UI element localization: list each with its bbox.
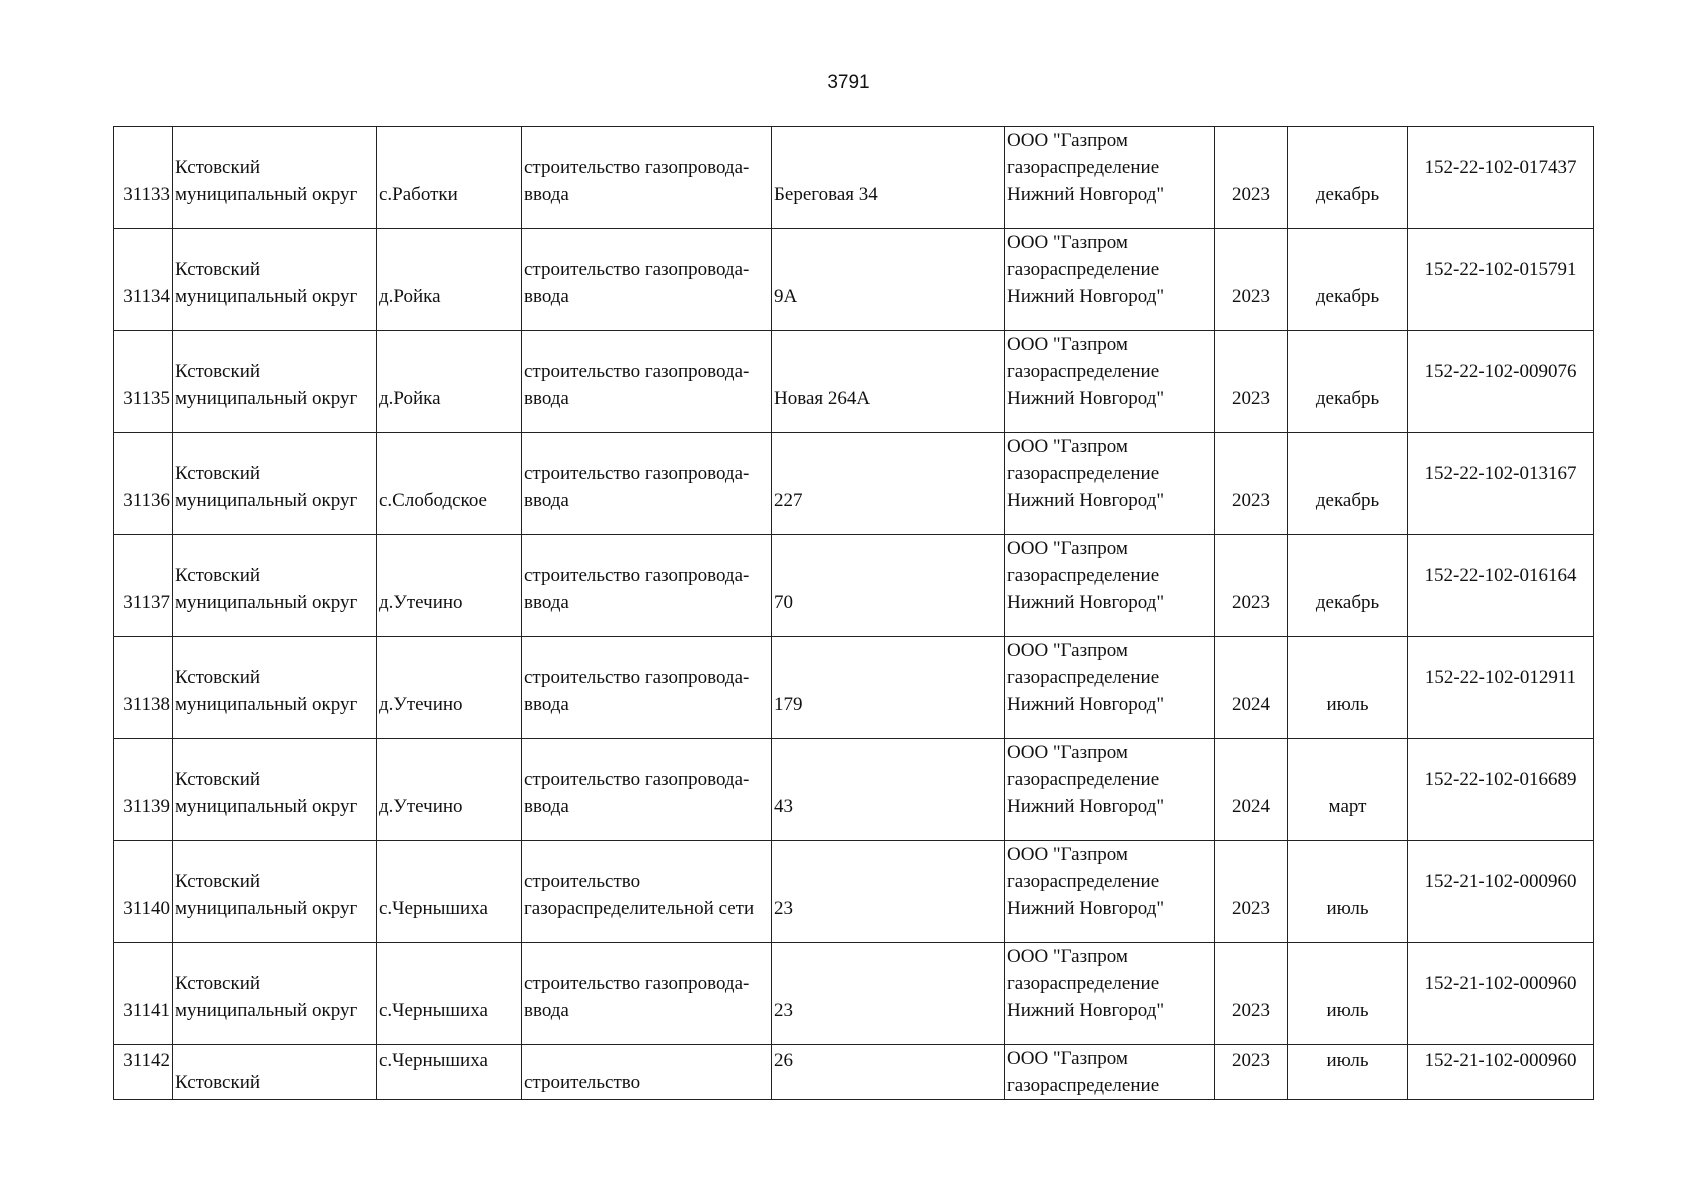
cell-locality: д.Утечино [377,535,522,637]
cell-code: 152-22-102-009076 [1408,331,1594,433]
cell-year: 2023 [1215,1045,1288,1100]
cell-year: 2023 [1215,943,1288,1045]
cell-organization: ООО "Газпром газораспределение Нижний Новгород" [1005,841,1215,943]
table-row [114,637,1594,739]
cell-work-type: строительство газопровода- ввода [522,331,772,433]
cell-month: декабрь [1288,229,1408,331]
table-row [114,433,1594,535]
cell-number: 31138 [114,637,173,739]
table-row [114,535,1594,637]
cell-address: 227 [772,433,1005,535]
cell-organization: ООО "Газпром газораспределение [1005,1045,1215,1100]
cell-address: 23 [772,943,1005,1045]
cell-work-type: строительство газораспределительной сети [522,841,772,943]
cell-year: 2023 [1215,331,1288,433]
cell-month: июль [1288,637,1408,739]
cell-address: 43 [772,739,1005,841]
cell-municipality: Кстовский муниципальный округ [173,433,377,535]
table-row [114,739,1594,841]
cell-locality: д.Утечино [377,739,522,841]
cell-year: 2023 [1215,841,1288,943]
table-body [114,127,1594,1100]
cell-code: 152-22-102-012911 [1408,637,1594,739]
cell-work-type: строительство газопровода- ввода [522,637,772,739]
cell-code: 152-22-102-015791 [1408,229,1594,331]
cell-number: 31136 [114,433,173,535]
cell-code: 152-21-102-000960 [1408,841,1594,943]
cell-organization: ООО "Газпром газораспределение Нижний Новгород" [1005,433,1215,535]
page-number: 3791 [827,72,870,93]
cell-organization: ООО "Газпром газораспределение Нижний Новгород" [1005,535,1215,637]
registry-table [113,126,1594,1100]
cell-municipality: Кстовский муниципальный округ [173,637,377,739]
table-row [114,331,1594,433]
cell-code: 152-21-102-000960 [1408,1045,1594,1100]
cell-work-type: строительство газопровода- ввода [522,943,772,1045]
cell-year: 2024 [1215,637,1288,739]
cell-code: 152-22-102-017437 [1408,127,1594,229]
cell-locality: с.Чернышиха [377,1045,522,1100]
cell-code: 152-22-102-016689 [1408,739,1594,841]
cell-municipality: Кстовский муниципальный округ [173,535,377,637]
cell-number: 31135 [114,331,173,433]
cell-number: 31137 [114,535,173,637]
cell-work-type: строительство газопровода- ввода [522,739,772,841]
cell-code: 152-22-102-013167 [1408,433,1594,535]
cell-organization: ООО "Газпром газораспределение Нижний Новгород" [1005,127,1215,229]
cell-organization: ООО "Газпром газораспределение Нижний Новгород" [1005,637,1215,739]
cell-number: 31134 [114,229,173,331]
cell-locality: с.Чернышиха [377,841,522,943]
cell-address: Новая 264А [772,331,1005,433]
cell-locality: д.Утечино [377,637,522,739]
cell-work-type: строительство газопровода- ввода [522,535,772,637]
cell-number: 31139 [114,739,173,841]
table-row [114,943,1594,1045]
cell-locality: д.Ройка [377,229,522,331]
cell-locality: с.Работки [377,127,522,229]
cell-work-type: строительство газопровода- ввода [522,127,772,229]
cell-month: март [1288,739,1408,841]
cell-locality: д.Ройка [377,331,522,433]
cell-locality: с.Слободское [377,433,522,535]
cell-number: 31141 [114,943,173,1045]
cell-month: декабрь [1288,535,1408,637]
cell-year: 2023 [1215,229,1288,331]
cell-organization: ООО "Газпром газораспределение Нижний Новгород" [1005,943,1215,1045]
cell-municipality: Кстовский муниципальный округ [173,229,377,331]
table-row [114,841,1594,943]
cell-municipality: Кстовский [173,1045,377,1100]
cell-locality: с.Чернышиха [377,943,522,1045]
cell-number: 31142 [114,1045,173,1100]
table-row [114,229,1594,331]
cell-organization: ООО "Газпром газораспределение Нижний Новгород" [1005,229,1215,331]
cell-code: 152-21-102-000960 [1408,943,1594,1045]
cell-organization: ООО "Газпром газораспределение Нижний Новгород" [1005,739,1215,841]
cell-month: июль [1288,1045,1408,1100]
cell-year: 2023 [1215,433,1288,535]
cell-municipality: Кстовский муниципальный округ [173,943,377,1045]
cell-address: 70 [772,535,1005,637]
cell-month: июль [1288,841,1408,943]
cell-address: 26 [772,1045,1005,1100]
cell-code: 152-22-102-016164 [1408,535,1594,637]
cell-year: 2023 [1215,127,1288,229]
cell-work-type: строительство газопровода- ввода [522,229,772,331]
table-row-last [114,1045,1594,1100]
cell-organization: ООО "Газпром газораспределение Нижний Новгород" [1005,331,1215,433]
cell-address: 9А [772,229,1005,331]
cell-month: декабрь [1288,331,1408,433]
cell-municipality: Кстовский муниципальный округ [173,841,377,943]
cell-municipality: Кстовский муниципальный округ [173,739,377,841]
cell-year: 2023 [1215,535,1288,637]
cell-month: декабрь [1288,127,1408,229]
cell-work-type: строительство газопровода- ввода [522,433,772,535]
cell-number: 31133 [114,127,173,229]
table-row [114,127,1594,229]
cell-municipality: Кстовский муниципальный округ [173,127,377,229]
cell-month: декабрь [1288,433,1408,535]
cell-number: 31140 [114,841,173,943]
cell-address: 179 [772,637,1005,739]
cell-address: Береговая 34 [772,127,1005,229]
cell-month: июль [1288,943,1408,1045]
cell-municipality: Кстовский муниципальный округ [173,331,377,433]
cell-year: 2024 [1215,739,1288,841]
cell-address: 23 [772,841,1005,943]
cell-work-type: строительство [522,1045,772,1100]
